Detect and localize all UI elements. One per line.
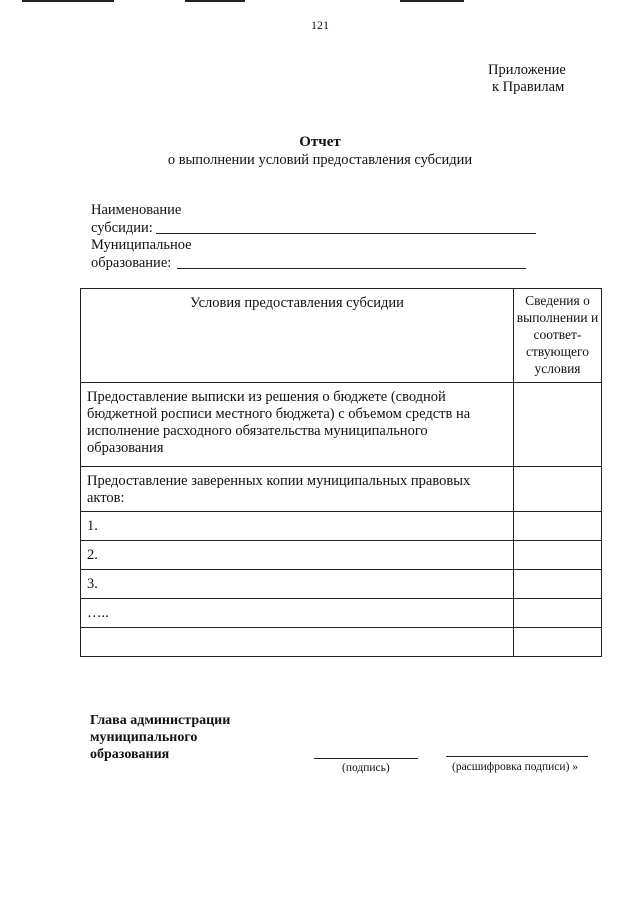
signatory-title-line-3: образования: [90, 747, 170, 762]
top-rule-right: [400, 0, 464, 2]
appendix-note: [488, 62, 566, 96]
info-cell[interactable]: [514, 383, 602, 467]
condition-cell: 3.: [81, 570, 514, 599]
info-cell[interactable]: [514, 628, 602, 657]
signature-decoding-field[interactable]: [446, 756, 588, 757]
municipality-label-line-2: образование:: [91, 255, 172, 271]
signature-field[interactable]: [314, 758, 418, 759]
info-cell[interactable]: [514, 570, 602, 599]
condition-cell: 2.: [81, 541, 514, 570]
subsidy-name-field[interactable]: [156, 233, 536, 234]
table-row: [81, 628, 602, 657]
appendix-line-1: Приложение: [488, 62, 566, 78]
condition-cell: [81, 628, 514, 657]
report-title: Отчет: [299, 134, 341, 150]
top-rule-left: [22, 0, 114, 2]
municipality-label-line-1: Муниципальное: [91, 237, 192, 253]
info-cell[interactable]: [514, 541, 602, 570]
table-row: [81, 467, 602, 512]
condition-cell: Предоставление заверенных копии муниципальных правовых актов:: [81, 467, 514, 512]
signatory-title-line-1: Глава администрации: [90, 713, 231, 728]
table-row: [81, 599, 602, 628]
header-info: Сведения о выполнении и соответ-ствующего условия: [514, 289, 602, 383]
subsidy-label-line-1: Наименование: [91, 202, 182, 218]
table-row: [81, 512, 602, 541]
table-header-row: [81, 289, 602, 383]
condition-cell: 1.: [81, 512, 514, 541]
signature-decoding-caption: (расшифровка подписи) »: [452, 761, 579, 773]
table-row: [81, 541, 602, 570]
signatory-title: [90, 712, 230, 763]
condition-cell: …..: [81, 599, 514, 628]
conditions-table: [80, 288, 602, 657]
condition-cell: Предоставление выписки из решения о бюджете (сводной бюджетной росписи местного бюджета) с объемом средств на исполнение расходного обязательства муниципального образования: [81, 383, 514, 467]
header-conditions: Условия предоставления субсидии: [81, 289, 514, 383]
info-cell[interactable]: [514, 467, 602, 512]
table-row: [81, 570, 602, 599]
municipality-field[interactable]: [177, 268, 526, 269]
table-row: [81, 383, 602, 467]
report-subtitle: о выполнении условий предоставления субсидии: [167, 152, 473, 168]
page-number: 121: [311, 18, 329, 32]
info-cell[interactable]: [514, 512, 602, 541]
signatory-title-line-2: муниципального: [90, 730, 198, 745]
signature-caption: (подпись): [342, 762, 390, 774]
subsidy-label-line-2: субсидии:: [91, 220, 153, 236]
appendix-line-2: к Правилам: [492, 79, 565, 95]
top-rule-middle: [185, 0, 245, 2]
info-cell[interactable]: [514, 599, 602, 628]
